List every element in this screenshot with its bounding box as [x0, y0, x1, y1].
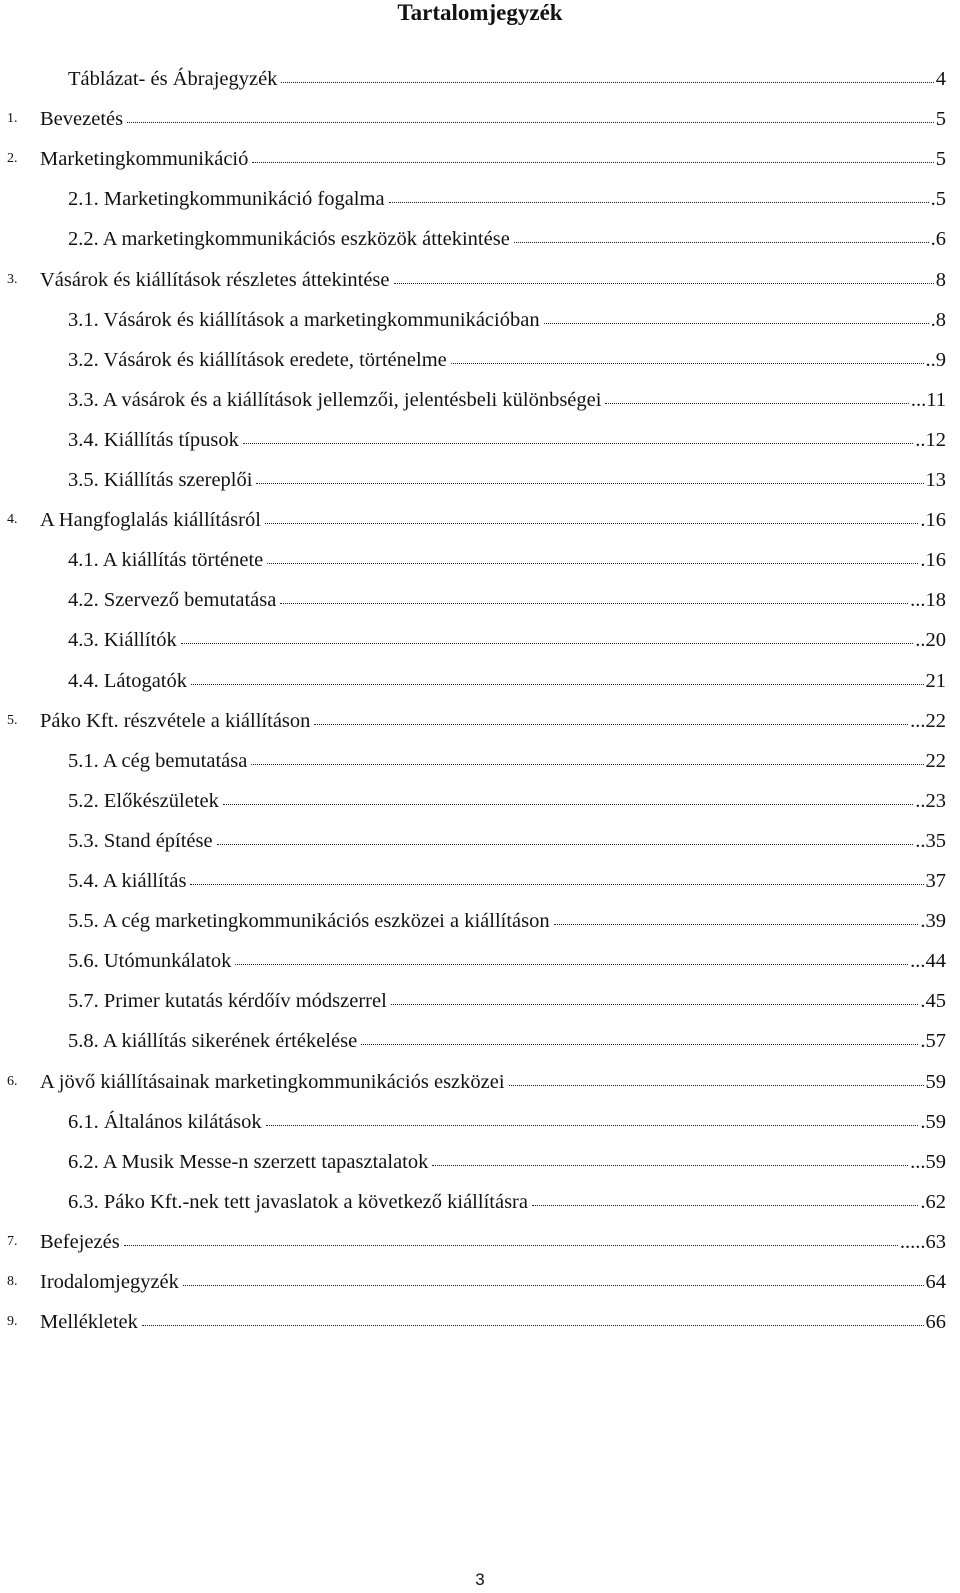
toc-entry-label: Mellékletek — [40, 1311, 138, 1334]
toc-entry-label: Irodalomjegyzék — [40, 1271, 179, 1293]
toc-entry[interactable] — [0, 984, 960, 1018]
toc-leader-dots — [361, 1043, 918, 1045]
toc-leader-dots — [514, 241, 929, 243]
toc-entry-label: A jövő kiállításainak marketingkommunikációs eszközei — [40, 1070, 505, 1093]
toc-entry-label: 5.1. A cég bemutatása — [68, 749, 248, 772]
toc-entry-page: ...18 — [910, 589, 946, 612]
toc-entry[interactable] — [0, 182, 960, 216]
toc-entry-page: .16 — [920, 549, 946, 572]
toc-entry-label: 4.4. Látogatók — [68, 669, 187, 692]
toc-leader-dots — [243, 442, 913, 444]
toc-entry[interactable] — [0, 623, 960, 657]
toc-entry-number: 3. — [7, 271, 18, 287]
toc-leader-dots — [389, 201, 929, 203]
toc-entry[interactable] — [0, 1065, 960, 1099]
toc-leader-dots — [223, 803, 913, 805]
toc-entry-page: 21 — [925, 669, 946, 692]
toc-entry[interactable] — [0, 303, 960, 337]
toc-entry-page: 59 — [925, 1070, 946, 1093]
toc-entry-page: ..35 — [915, 829, 946, 852]
toc-entry-page: 66 — [925, 1311, 946, 1334]
toc-entry-number: 4. — [7, 512, 18, 528]
toc-leader-dots — [509, 1084, 924, 1086]
toc-leader-dots — [191, 683, 924, 685]
toc-leader-dots — [181, 642, 913, 644]
toc-entry-page: 64 — [925, 1271, 946, 1293]
toc-entry-page: ...11 — [910, 388, 946, 411]
toc-entry[interactable] — [0, 583, 960, 617]
toc-leader-dots — [280, 602, 908, 604]
toc-entry-label: 4.3. Kiállítók — [68, 629, 177, 652]
toc-entry-label: 4.1. A kiállítás története — [68, 549, 264, 572]
toc-entry-label: 2.1. Marketingkommunikáció fogalma — [68, 188, 385, 211]
toc-entry-page: .5 — [930, 188, 946, 211]
toc-leader-dots — [532, 1204, 918, 1206]
toc-entry[interactable] — [0, 263, 960, 297]
toc-entry[interactable] — [0, 463, 960, 497]
toc-entry-label: 3.1. Vásárok és kiállítások a marketingkommunikációban — [68, 308, 540, 331]
toc-entry[interactable] — [0, 744, 960, 778]
toc-entry[interactable] — [0, 343, 960, 377]
toc-entry-label: 5.4. A kiállítás — [68, 870, 187, 892]
toc-entry[interactable] — [0, 142, 960, 176]
toc-leader-dots — [183, 1284, 924, 1286]
toc-leader-dots — [235, 963, 908, 965]
toc-entry[interactable] — [0, 824, 960, 858]
toc-leader-dots — [605, 402, 908, 404]
toc-entry-page: 5 — [935, 108, 946, 131]
toc-entry[interactable] — [0, 543, 960, 577]
toc-leader-dots — [394, 282, 934, 284]
toc-entry[interactable] — [0, 1305, 960, 1339]
toc-entry-label: Marketingkommunikáció — [40, 148, 249, 171]
toc-entry-label: 3.4. Kiállítás típusok — [68, 428, 239, 451]
toc-entry[interactable] — [0, 1225, 960, 1259]
toc-leader-dots — [124, 1244, 898, 1246]
toc-entry-label: Páko Kft. részvétele a kiállításon — [40, 709, 311, 732]
toc-leader-dots — [432, 1164, 908, 1166]
toc-entry-page: .6 — [930, 228, 946, 251]
toc-entry-page: 13 — [925, 469, 946, 491]
toc-entry-page: ...59 — [910, 1150, 946, 1173]
page-number: 3 — [475, 1570, 485, 1589]
toc-entry[interactable] — [0, 704, 960, 738]
toc-entry-label: 3.2. Vásárok és kiállítások eredete, történelme — [68, 348, 447, 371]
toc-entry[interactable] — [0, 864, 960, 898]
toc-entry-page: 22 — [925, 749, 946, 772]
toc-leader-dots — [252, 161, 933, 163]
toc-entry[interactable] — [0, 1105, 960, 1139]
toc-leader-dots — [190, 883, 923, 885]
toc-entry-label: 5.7. Primer kutatás kérdőív módszerrel — [68, 990, 387, 1013]
toc-entry-page: ...44 — [910, 950, 946, 973]
toc-entry-number: 8. — [7, 1274, 18, 1289]
toc-entry-page: .16 — [920, 509, 946, 532]
toc-entry[interactable] — [0, 1265, 960, 1299]
toc-entry[interactable] — [0, 423, 960, 457]
toc-leader-dots — [314, 723, 908, 725]
toc-entry-page: .59 — [920, 1110, 946, 1133]
toc-entry-page: 5 — [935, 148, 946, 171]
toc-leader-dots — [251, 763, 923, 765]
toc-entry-number: 5. — [7, 712, 18, 728]
toc-entry[interactable] — [0, 1145, 960, 1179]
toc-leader-dots — [265, 522, 918, 524]
toc-entry-label: 5.2. Előkészületek — [68, 789, 219, 812]
toc-entry[interactable] — [0, 784, 960, 818]
toc-entry-label: Bevezetés — [40, 108, 124, 131]
toc-entry-label: 6.2. A Musik Messe-n szerzett tapasztalatok — [68, 1150, 429, 1173]
document-title: Tartalomjegyzék — [397, 0, 563, 25]
toc-entry-number: 1. — [7, 111, 18, 127]
toc-entry-page: 4 — [935, 68, 946, 90]
toc-entry[interactable] — [0, 1185, 960, 1219]
toc-entry-page: ...22 — [910, 709, 946, 732]
toc-entry-page: .8 — [930, 308, 946, 331]
toc-entry[interactable] — [0, 102, 960, 136]
toc-entry-label: A Hangfoglalás kiállításról — [40, 509, 261, 532]
toc-leader-dots — [256, 482, 923, 484]
toc-entry-label: 5.3. Stand építése — [68, 829, 213, 852]
toc-leader-dots — [451, 362, 924, 364]
toc-leader-dots — [267, 562, 918, 564]
toc-entry-number: 6. — [7, 1073, 18, 1089]
toc-entry-number: 7. — [7, 1233, 18, 1249]
toc-entry-page: .....63 — [899, 1230, 946, 1253]
toc-entry-label: 4.2. Szervező bemutatása — [68, 589, 277, 612]
toc-entry[interactable] — [0, 664, 960, 698]
toc-entry-page: ..23 — [915, 789, 946, 812]
toc-leader-dots — [281, 81, 933, 83]
toc-entry[interactable] — [0, 944, 960, 978]
toc-entry-label: 2.2. A marketingkommunikációs eszközök áttekintése — [68, 228, 510, 251]
toc-leader-dots — [217, 843, 914, 845]
toc-leader-dots — [391, 1003, 919, 1005]
toc-leader-dots — [142, 1324, 924, 1326]
toc-leader-dots — [554, 923, 919, 925]
toc-entry-label: 6.3. Páko Kft.-nek tett javaslatok a következő kiállításra — [68, 1190, 528, 1213]
toc-entry-page: 37 — [925, 870, 946, 892]
toc-entry-page: 8 — [935, 268, 946, 291]
toc-entry[interactable] — [0, 503, 960, 537]
toc-entry-label: Vásárok és kiállítások részletes áttekintése — [40, 268, 390, 291]
toc-entry-label: Táblázat- és Ábrajegyzék — [68, 68, 278, 90]
toc-entry-number: 9. — [7, 1314, 18, 1330]
toc-entry-page: ..20 — [915, 629, 946, 652]
toc-entry[interactable] — [0, 62, 960, 96]
toc-entry-page: .62 — [920, 1190, 946, 1213]
toc-entry-page: ..12 — [915, 428, 946, 451]
toc-entry-label: 5.8. A kiállítás sikerének értékelése — [68, 1030, 358, 1053]
toc-entry-page: .39 — [920, 910, 946, 933]
toc-leader-dots — [127, 121, 934, 123]
toc-entry[interactable] — [0, 904, 960, 938]
toc-entry-label: 3.5. Kiállítás szereplői — [68, 469, 253, 491]
toc-entry[interactable] — [0, 1024, 960, 1058]
toc-entry-number: 2. — [7, 151, 18, 167]
toc-entry-page: ..9 — [925, 348, 946, 371]
toc-entry-page: .57 — [920, 1030, 946, 1053]
toc-entry-label: Befejezés — [40, 1230, 120, 1253]
toc-entry-page: .45 — [920, 990, 946, 1013]
toc-leader-dots — [544, 322, 929, 324]
toc-entry-label: 3.3. A vásárok és a kiállítások jellemzői, jelentésbeli különbségei — [68, 388, 602, 411]
toc-entry[interactable] — [0, 222, 960, 256]
toc-entry-label: 5.6. Utómunkálatok — [68, 950, 232, 973]
toc-entry-label: 5.5. A cég marketingkommunikációs eszközei a kiállításon — [68, 910, 550, 933]
toc-entry-label: 6.1. Általános kilátások — [68, 1110, 262, 1133]
toc-entry[interactable] — [0, 383, 960, 417]
toc-leader-dots — [266, 1124, 919, 1126]
